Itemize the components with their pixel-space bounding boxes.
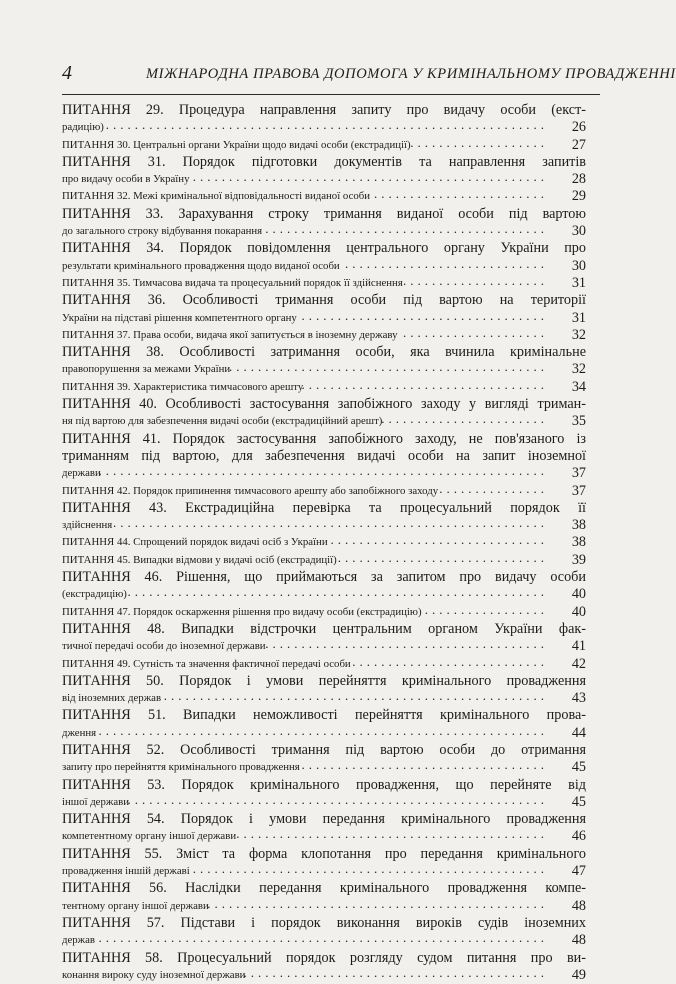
toc-page-number: 46 <box>571 828 586 845</box>
toc-entry-title: ПИТАННЯ 47. Порядок оскарження рішення про видачу особи (екстрадицію) <box>62 605 422 618</box>
toc-entry-title: ПИТАННЯ 55. Зміст та форма клопотання про передання кримінального <box>62 845 586 862</box>
toc-entry-title: ПИТАННЯ 36. Особливості тримання особи під вартою на території <box>62 292 586 309</box>
toc-page-number: 48 <box>571 932 586 949</box>
dot-leader: .................................. <box>301 307 548 323</box>
dot-leader: ........................... <box>352 653 548 669</box>
toc-entry[interactable] <box>62 376 586 396</box>
toc-page-number: 41 <box>571 638 586 655</box>
dot-leader: .............................................................. <box>98 722 548 738</box>
dot-leader: .......................................... <box>243 964 548 980</box>
dot-leader: ................................................. <box>192 169 548 185</box>
toc-entry[interactable] <box>62 500 586 535</box>
toc-entry-title: ПИТАННЯ 45. Випадки відмови у видачі осіб (екстрадиції) <box>62 553 337 566</box>
toc-entry[interactable] <box>62 621 586 656</box>
toc-entry-title-continuation: конання вироку суду іноземної держави <box>62 968 246 981</box>
toc-entry[interactable] <box>62 915 586 950</box>
toc-entry[interactable] <box>62 344 586 379</box>
toc-entry[interactable] <box>62 601 586 621</box>
toc-page-number: 32 <box>571 361 586 378</box>
toc-page-number: 30 <box>571 257 586 274</box>
toc-entry[interactable] <box>62 431 586 483</box>
toc-page-number: 37 <box>571 482 586 499</box>
toc-page-number: 44 <box>571 724 586 741</box>
toc-entry-title: ПИТАННЯ 35. Тимчасова видача та процесуальний порядок її здійснення <box>62 276 403 289</box>
dot-leader: ........................................... <box>236 826 548 842</box>
toc-entry-title-continuation: України на підставі рішення компетентного органу <box>62 311 297 324</box>
toc-page-number: 49 <box>571 966 586 983</box>
toc-entry-title: ПИТАННЯ 31. Порядок підготовки документів та направлення запитів <box>62 153 586 170</box>
toc-page-number: 37 <box>571 465 586 482</box>
toc-page-number: 45 <box>571 793 586 810</box>
toc-entry[interactable] <box>62 846 586 881</box>
toc-entry-title: ПИТАННЯ 32. Межі кримінальної відповідальності виданої особи <box>62 190 371 203</box>
dot-leader: .................... <box>403 272 548 288</box>
toc-entry[interactable] <box>62 292 586 327</box>
toc-entry[interactable] <box>62 880 586 915</box>
dot-leader: .................................. <box>301 376 548 392</box>
toc-entry-title: ПИТАННЯ 38. Особливості затримання особи, яка вчинила кримінальне <box>62 344 586 361</box>
table-of-contents <box>62 102 586 984</box>
toc-entry-title: ПИТАННЯ 43. Екстрадиційна перевірка та процесуальний порядок її <box>62 499 586 516</box>
toc-entry-title: ПИТАННЯ 29. Процедура направлення запиту про видачу особи (екст- <box>62 102 586 118</box>
toc-page-number: 38 <box>571 534 586 551</box>
toc-entry-title: ПИТАННЯ 41. Порядок застосування запобіжного заходу, не пов'язаного із <box>62 430 586 447</box>
toc-entry-title: ПИТАННЯ 53. Порядок кримінального провадження, що перейняте від <box>62 776 586 793</box>
toc-entry[interactable] <box>62 673 586 708</box>
dot-leader: .............................................................. <box>98 930 548 946</box>
toc-entry-title: ПИТАННЯ 34. Порядок повідомлення центрального органу України про <box>62 240 586 257</box>
dot-leader: ............................................................ <box>113 515 548 531</box>
toc-entry[interactable] <box>62 777 586 812</box>
toc-page-number: 29 <box>571 188 586 205</box>
toc-entry[interactable] <box>62 396 586 431</box>
toc-entry-title: ПИТАННЯ 48. Випадки відстрочки центральним органом України фак- <box>62 620 586 637</box>
dot-leader: .................... <box>403 324 548 340</box>
toc-page-number: 40 <box>571 586 586 603</box>
dot-leader: .......................................................... <box>127 584 548 600</box>
toc-entry-title: ПИТАННЯ 33. Зарахування строку тримання виданої особи під вартою <box>62 205 586 222</box>
toc-page-number: 43 <box>571 690 586 707</box>
toc-entry-title-continuation: триманням під вартою, для забезпечення видачі особи на запит іноземної <box>62 447 586 464</box>
toc-entry[interactable] <box>62 480 586 500</box>
toc-entry[interactable] <box>62 707 586 742</box>
toc-entry-title-continuation: про видачу особи в Україну <box>62 173 190 186</box>
dot-leader: ............... <box>439 480 548 496</box>
dot-leader: ............................................ <box>229 359 548 375</box>
dot-leader: .................................. <box>301 757 548 773</box>
toc-entry-title-continuation: до загального строку відбування покарання <box>62 225 263 238</box>
toc-entry-title-continuation: компетентному органу іншої держави <box>62 830 237 843</box>
toc-entry-title-continuation: держав <box>62 934 96 947</box>
toc-entry[interactable] <box>62 206 586 241</box>
toc-page-number: 31 <box>571 309 586 326</box>
toc-entry[interactable] <box>62 742 586 777</box>
toc-page-number: 40 <box>571 603 586 620</box>
toc-entry-title: ПИТАННЯ 37. Права особи, видача якої запитується в іноземну державу <box>62 328 398 341</box>
toc-entry-title-continuation: запиту про перейняття кримінального провадження <box>62 761 300 774</box>
dot-leader: ....................................... <box>265 221 548 237</box>
dot-leader: ............................................... <box>207 895 548 911</box>
toc-page-number: 47 <box>571 863 586 880</box>
running-title: МІЖНАРОДНА ПРАВОВА ДОПОМОГА У КРИМІНАЛЬНОМУ ПРОВАДЖЕННІ <box>146 66 676 82</box>
toc-entry-title-continuation: іншої держави <box>62 795 130 808</box>
toc-page-number: 28 <box>571 171 586 188</box>
toc-page-number: 42 <box>571 655 586 672</box>
toc-entry-title: ПИТАННЯ 39. Характеристика тимчасового арешту <box>62 380 304 393</box>
dot-leader: ....................................... <box>265 636 548 652</box>
toc-entry-title: ПИТАННЯ 56. Наслідки передання кримінального провадження компе- <box>62 880 586 897</box>
toc-entry[interactable] <box>62 272 586 292</box>
toc-entry-title: ПИТАННЯ 44. Спрощений порядок видачі осіб з України <box>62 536 328 549</box>
dot-leader: ............................ <box>345 255 548 271</box>
toc-entry-title-continuation: радицію) <box>62 121 104 134</box>
toc-entry-title-continuation: ня під вартою для забезпечення видачі особи (екстрадиційний арешт) <box>62 415 383 428</box>
toc-page-number: 27 <box>571 136 586 153</box>
dot-leader: ................. <box>424 601 548 617</box>
dot-leader: .......................................................... <box>127 791 548 807</box>
toc-entry-title: ПИТАННЯ 58. Процесуальний порядок розгляду судом питання про ви- <box>62 949 586 966</box>
toc-entry-title-continuation: тичної передачі особи до іноземної держави <box>62 640 266 653</box>
toc-entry[interactable] <box>62 811 586 846</box>
toc-entry[interactable] <box>62 240 586 275</box>
toc-page-number: 48 <box>571 897 586 914</box>
dot-leader: ............................................................. <box>105 117 548 133</box>
toc-entry-title: ПИТАННЯ 50. Порядок і умови перейняття кримінального провадження <box>62 672 586 689</box>
toc-page-number: 26 <box>571 119 586 136</box>
toc-entry[interactable] <box>62 950 586 984</box>
toc-entry-title-continuation: здійснення <box>62 519 113 532</box>
toc-entry-title-continuation: тентному органу іншої держави <box>62 899 209 912</box>
toc-entry-title: ПИТАННЯ 30. Центральні органи України щодо видачі особи (екстрадиції) <box>62 138 411 151</box>
dot-leader: ........................ <box>374 186 548 202</box>
dot-leader: ................... <box>410 134 548 150</box>
toc-page-number: 38 <box>571 517 586 534</box>
toc-entry-title: ПИТАННЯ 57. Підстави і порядок виконання вироків судів іноземних <box>62 914 586 931</box>
toc-entry-title-continuation: (екстрадицію) <box>62 588 127 601</box>
dot-leader: ................................................. <box>192 861 548 877</box>
toc-entry[interactable] <box>62 102 586 137</box>
toc-page-number: 30 <box>571 223 586 240</box>
toc-entry[interactable] <box>62 188 586 205</box>
toc-entry-title-continuation: від іноземних держав <box>62 692 162 705</box>
toc-entry-title-continuation: провадження іншій державі <box>62 865 190 878</box>
toc-page-number: 34 <box>571 378 586 395</box>
toc-page-number: 31 <box>571 274 586 291</box>
dot-leader: ....................... <box>381 411 548 427</box>
toc-entry-title-continuation: результати кримінального провадження щодо виданої особи <box>62 259 340 272</box>
toc-entry-title-continuation: дження <box>62 726 97 739</box>
page-number: 4 <box>62 62 72 84</box>
toc-entry[interactable] <box>62 134 586 154</box>
toc-entry[interactable] <box>62 324 586 344</box>
toc-entry-title: ПИТАННЯ 51. Випадки неможливості перейняття кримінального прова- <box>62 707 586 724</box>
toc-page-number: 39 <box>571 551 586 568</box>
page-header <box>62 58 676 95</box>
toc-entry-title-continuation: правопорушення за межами України <box>62 363 231 376</box>
toc-page-number: 45 <box>571 759 586 776</box>
toc-entry-title: ПИТАННЯ 54. Порядок і умови передання кримінального провадження <box>62 811 586 828</box>
toc-page-number: 35 <box>571 413 586 430</box>
dot-leader: .............................. <box>330 532 548 548</box>
toc-entry-title: ПИТАННЯ 42. Порядок припинення тимчасового арешту або запобіжного заходу <box>62 484 439 497</box>
toc-entry-title: ПИТАННЯ 49. Сутність та значення фактичної передачі особи <box>62 657 351 670</box>
dot-leader: ............................. <box>337 549 548 565</box>
toc-entry[interactable] <box>62 154 586 189</box>
dot-leader: ..................................................... <box>163 688 548 704</box>
toc-entry-title: ПИТАННЯ 46. Рішення, що приймаються за запитом про видачу особи <box>62 569 586 586</box>
toc-page-number: 32 <box>571 326 586 343</box>
toc-entry-title: ПИТАННЯ 52. Особливості тримання під вартою особи до отримання <box>62 741 586 758</box>
toc-entry-title: ПИТАННЯ 40. Особливості застосування запобіжного заходу у вигляді триман- <box>62 396 586 413</box>
toc-entry-title-continuation: держави <box>62 467 101 480</box>
toc-entry[interactable] <box>62 569 586 604</box>
toc-entry[interactable] <box>62 653 586 673</box>
dot-leader: .............................................................. <box>98 463 548 479</box>
toc-entry[interactable] <box>62 549 586 569</box>
